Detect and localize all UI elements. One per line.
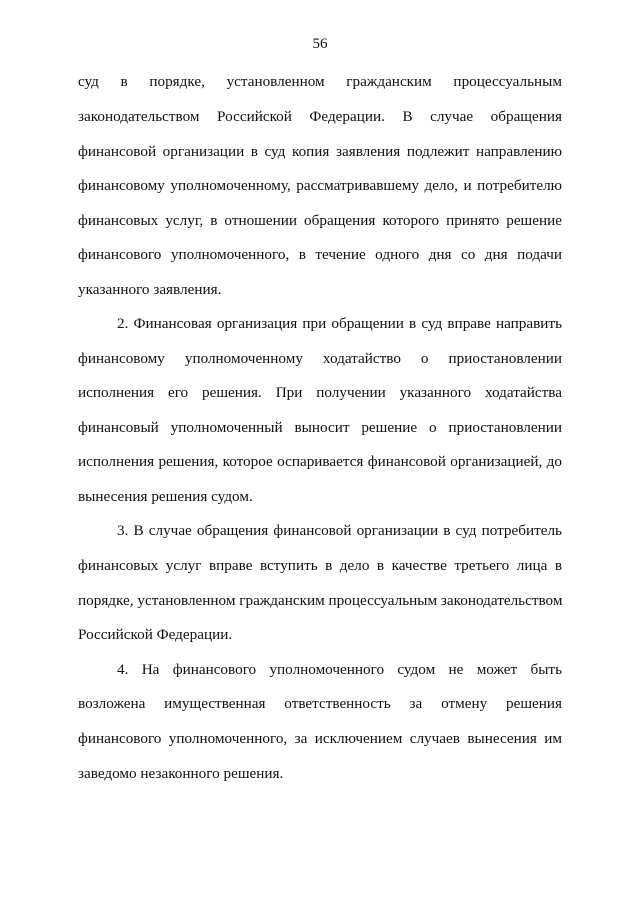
text-line: порядке, установленном гражданским процессуальным законодательством — [78, 592, 563, 609]
paragraph-start-line: 2. Финансовая организация при обращении в суд вправе направить — [117, 315, 562, 332]
text-line: Российской Федерации. — [78, 626, 233, 643]
text-line: законодательством Российской Федерации. В случае обращения — [78, 108, 562, 125]
text-line: указанного заявления. — [78, 281, 222, 298]
text-line: финансовый уполномоченный выносит решение о приостановлении — [78, 419, 562, 436]
text-line: финансового уполномоченного, в течение одного дня со дня подачи — [78, 246, 562, 263]
paragraph-start-line: 4. На финансового уполномоченного судом не может быть — [117, 661, 562, 678]
text-line: финансовой организации в суд копия заявления подлежит направлению — [78, 143, 562, 160]
text-line: возложена имущественная ответственность за отмену решения — [78, 695, 562, 712]
text-line: финансовых услуг вправе вступить в дело в качестве третьего лица в — [78, 557, 562, 574]
text-line: финансового уполномоченного, за исключением случаев вынесения им — [78, 730, 562, 747]
text-line: исполнения его решения. При получении указанного ходатайства — [78, 384, 562, 401]
page-number: 56 — [312, 36, 328, 52]
text-line: заведомо незаконного решения. — [78, 765, 284, 782]
text-line: финансовому уполномоченному, рассматривавшему дело, и потребителю — [78, 177, 562, 194]
text-line: финансовому уполномоченному ходатайство о приостановлении — [78, 350, 562, 367]
paragraph-start-line: 3. В случае обращения финансовой организации в суд потребитель — [117, 522, 562, 539]
text-line: финансовых услуг, в отношении обращения которого принято решение — [78, 212, 562, 229]
text-line: суд в порядке, установленном гражданским процессуальным — [78, 73, 562, 90]
text-line: исполнения решения, которое оспаривается финансовой организацией, до — [78, 453, 562, 470]
text-line: вынесения решения судом. — [78, 488, 253, 505]
